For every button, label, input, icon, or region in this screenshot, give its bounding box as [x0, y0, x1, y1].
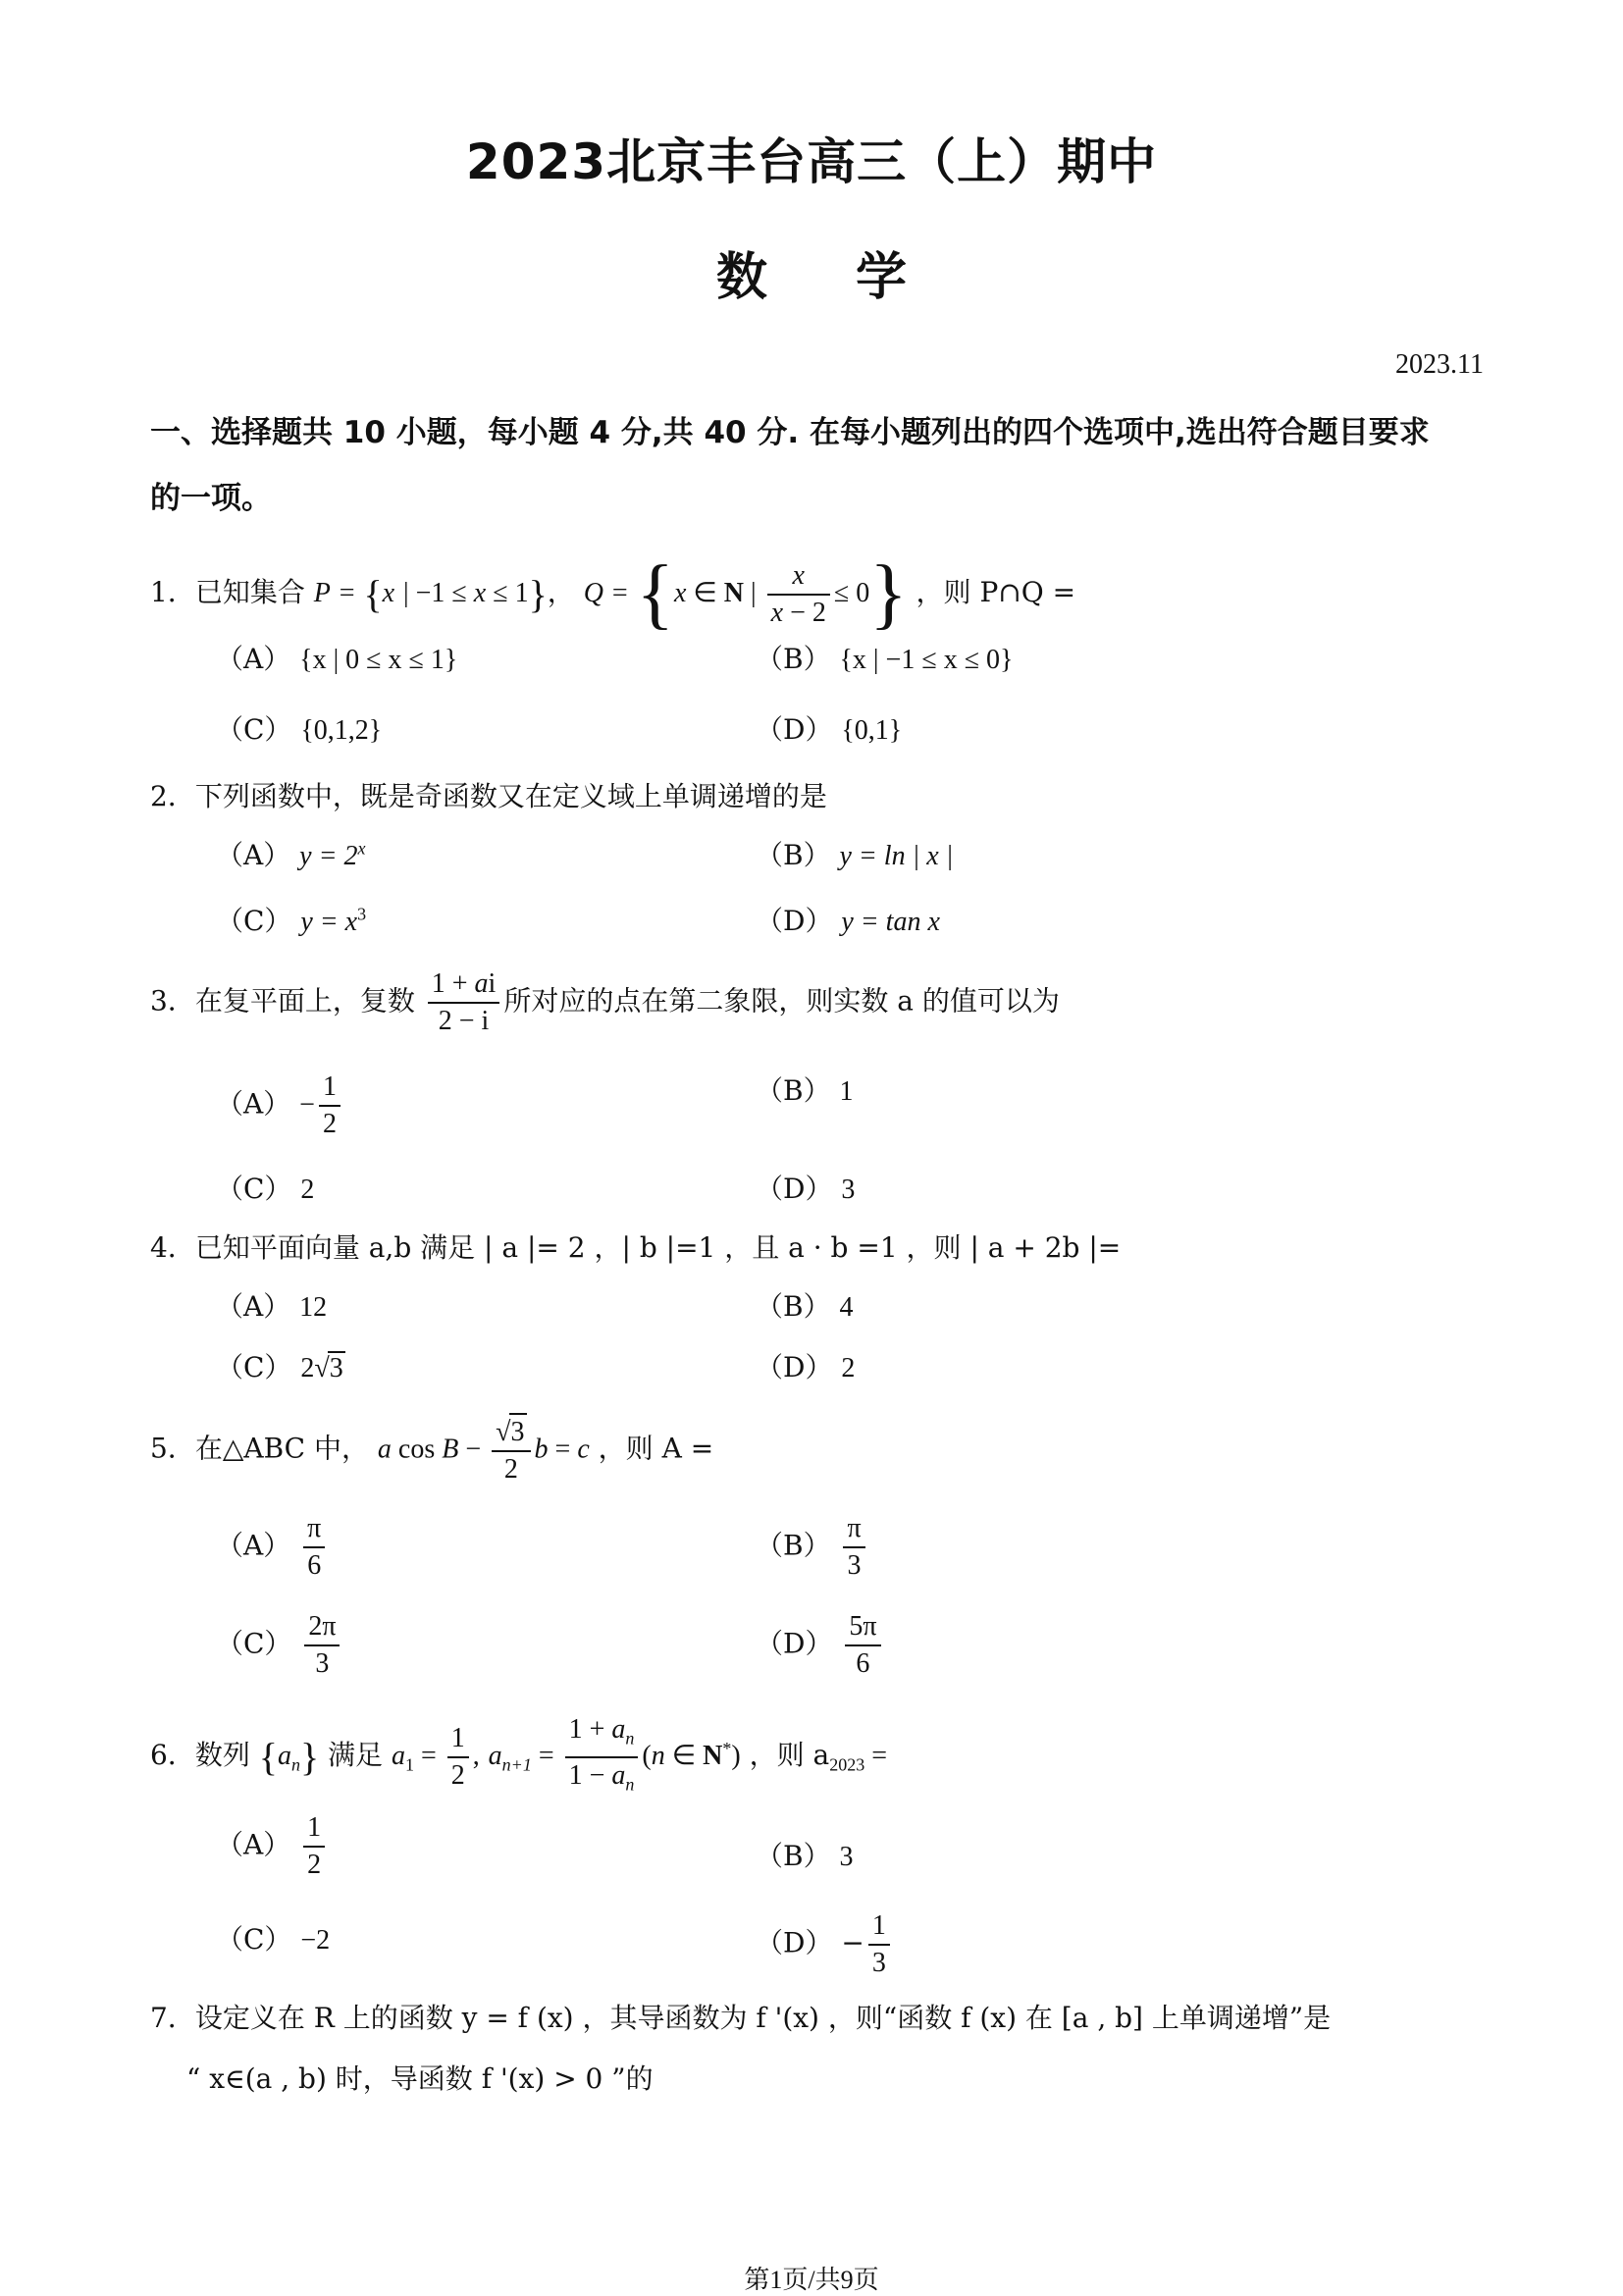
- q3-option-c[interactable]: （C） 2: [216, 1173, 315, 1205]
- q1-option-a[interactable]: （A） {x | 0 ≤ x ≤ 1}: [216, 643, 458, 675]
- q6-option-c[interactable]: （C） −2: [216, 1923, 331, 1956]
- question-7-line2: “ x∈(a , b) 时，导函数 f '(x) > 0 ”的: [186, 2062, 654, 2095]
- q2-option-a[interactable]: （A） $y = 2^x$: [216, 838, 366, 871]
- q1-option-b[interactable]: （B） {x | −1 ≤ x ≤ 0}: [756, 643, 1014, 675]
- question-2: 2．下列函数中，既是奇函数又在定义域上单调递增的是: [150, 780, 827, 812]
- q4-option-a[interactable]: （A） 12: [216, 1290, 328, 1323]
- q1-option-c[interactable]: （C） {0,1,2}: [216, 713, 383, 746]
- q2-option-c[interactable]: （C） $y = x^3$: [216, 904, 367, 937]
- question-4: 4．已知平面向量 a,b 满足 | a |= 2 ，| b |=1 ，且 a · b =1 ，则 | a + 2b |=: [150, 1231, 1122, 1264]
- page-title: 2023北京丰台高三（上）期中: [465, 133, 1158, 190]
- section-heading-line2: 的一项。: [150, 481, 272, 516]
- q5-option-d[interactable]: （D） $\frac{5\pi}{6}$: [756, 1609, 885, 1682]
- question-3: 3．在复平面上，复数 $\frac{1 + ai}{2 - i}$ 所对应的点在第二象限，则实数 a 的值可以为: [150, 968, 1060, 1036]
- question-5: 5．在△ABC 中， a cos B − $\frac{√3}{2}$ b = c ，则 A =: [150, 1413, 713, 1487]
- q2-option-b[interactable]: （B） y = ln | x |: [756, 839, 954, 871]
- question-7-line1: 7．设定义在 R 上的函数 y = f (x) ，其导函数为 f '(x) ，则“函数 f (x) 在 [a , b] 上单调递增”是: [150, 2002, 1332, 2034]
- q3-option-a[interactable]: （A） − $\frac{1}{2}$: [216, 1070, 344, 1142]
- q6-option-b[interactable]: （B） 3: [756, 1840, 854, 1872]
- q4-option-b[interactable]: （B） 4: [756, 1290, 854, 1323]
- q4-option-c[interactable]: （C） 2√3: [216, 1351, 343, 1383]
- question-1: 1．已知集合 P = {x | −1 ≤ x ≤ 1}， Q = {x ∈ N | $\frac{x}{x - 2}$ ≤ 0} ，则 P∩Q =: [150, 550, 1076, 637]
- page-number: 第1页/共9页: [744, 2266, 879, 2294]
- q1-option-d[interactable]: （D） {0,1}: [756, 713, 903, 746]
- q2-option-d[interactable]: （D） y = tan x: [756, 905, 940, 937]
- section-heading-line1: 一、选择题共 10 小题，每小题 4 分,共 40 分. 在每小题列出的四个选项中,选出符合题目要求: [150, 415, 1430, 450]
- exam-date: 2023.11: [1395, 349, 1484, 380]
- q6-option-d[interactable]: （D） − $\frac{1}{3}$: [756, 1908, 894, 1981]
- q5-option-a[interactable]: （A） $\frac{\pi}{6}$: [216, 1511, 329, 1584]
- q3-option-d[interactable]: （D） 3: [756, 1173, 856, 1205]
- question-6: 6．数列 $\{a_n\}$ 满足 $a_1$ = $\frac{1}{2}$ , $a_{n+1}$ = $\frac{1 + a_n}{1 - a_n}$ (n ∈ N*) ，则 $a_{2023}$ =: [150, 1714, 888, 1795]
- q6-option-a[interactable]: （A） $\frac{1}{2}$: [216, 1810, 329, 1883]
- q5-option-b[interactable]: （B） $\frac{\pi}{3}$: [756, 1511, 869, 1584]
- q5-option-c[interactable]: （C） $\frac{2\pi}{3}$: [216, 1609, 343, 1682]
- q4-option-d[interactable]: （D） 2: [756, 1351, 856, 1383]
- q3-option-b[interactable]: （B） 1: [756, 1074, 854, 1107]
- subject-title: 数学: [715, 248, 995, 307]
